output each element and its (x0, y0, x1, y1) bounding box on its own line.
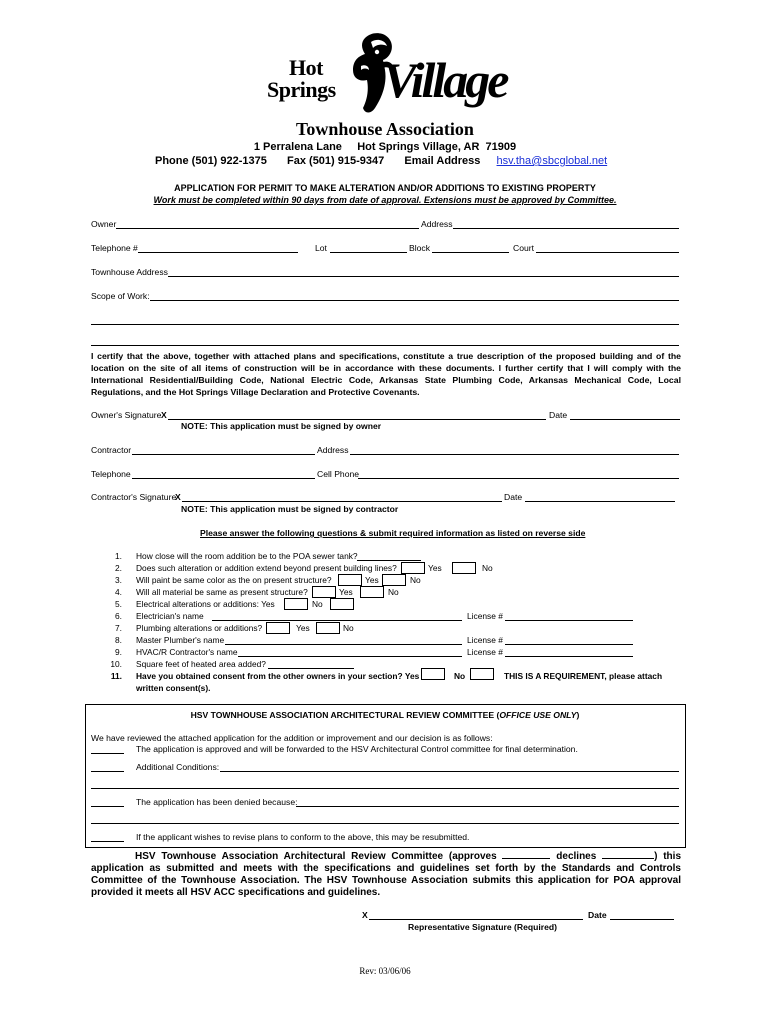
electrician-name-field[interactable] (212, 620, 462, 621)
scope-label: Scope of Work: (91, 291, 150, 301)
approved-check-line[interactable] (91, 753, 124, 754)
question-number: 7. (115, 623, 122, 633)
logo-village: Village (383, 52, 507, 108)
owner-address-label: Address (421, 219, 453, 229)
owner-address-field[interactable] (453, 228, 679, 229)
yes-label: Yes (428, 563, 442, 573)
block-field[interactable] (432, 252, 509, 253)
electrical-no-checkbox[interactable] (330, 598, 354, 610)
certification-text: I certify that the above, together with attached plans and specifications, constitute a true description of the proposed building and of the location on the site of all items of construction will be in accordance with these documents. I further certify that I will comply with the International Residential/Building Code, National Electric Code, Arkansas State Plumbing Code, Arkansas Mechanical Code, Local Regulations, and the Hot Springs Village Declaration and Protective Covenants. (91, 351, 681, 397)
townhouse-address-label: Townhouse Address (91, 267, 168, 277)
building-lines-no-checkbox[interactable] (452, 562, 476, 574)
no-label: No (388, 587, 399, 597)
final-approves-text: HSV Townhouse Association Architectural Review Committee (approves (135, 851, 497, 862)
form-heading: APPLICATION FOR PERMIT TO MAKE ALTERATION AND/OR ADDITIONS TO EXISTING PROPERTY (174, 183, 596, 193)
conditions-field[interactable] (220, 771, 679, 772)
question-text: HVAC/R Contractor's name (136, 647, 238, 657)
header-phone: Phone (501) 922-1375 (155, 155, 267, 167)
logo-hot: Hot (289, 55, 323, 80)
questions-heading: Please answer the following questions & submit required information as listed on reverse side (200, 528, 586, 538)
contractor-address-field[interactable] (350, 454, 679, 455)
denied-label: The application has been denied because: (136, 797, 298, 807)
material-no-checkbox[interactable] (360, 586, 384, 598)
committee-title (0, 710, 770, 721)
question-text: Will paint be same color as the on present structure? (136, 575, 332, 585)
townhouse-address-field[interactable] (168, 276, 679, 277)
rep-signature-x: X (362, 910, 368, 920)
rep-signature-caption: Representative Signature (Required) (408, 922, 557, 932)
court-field[interactable] (536, 252, 679, 253)
scope-field-line-3[interactable] (91, 345, 679, 346)
question-text: Have you obtained consent from the other owners in your section? Yes (136, 671, 420, 681)
contractor-signature-field[interactable] (182, 501, 502, 502)
hsv-logo (265, 28, 505, 120)
plumbing-no-checkbox[interactable] (316, 622, 340, 634)
scope-field-line-2[interactable] (91, 324, 679, 325)
scope-field[interactable] (150, 300, 679, 301)
contractor-date-field[interactable] (525, 501, 675, 502)
written-consent-note: written consent(s). (136, 683, 211, 693)
question-text: Does such alteration or addition extend beyond present building lines? (136, 563, 397, 573)
question-text: Plumbing alterations or additions? (136, 623, 263, 633)
plumber-license-field[interactable] (505, 644, 633, 645)
contractor-field[interactable] (132, 454, 315, 455)
question-text: Electrical alterations or additions: Yes (136, 599, 275, 609)
yes-label: Yes (339, 587, 353, 597)
contractor-signature-x: X (175, 492, 181, 502)
header-contact (155, 155, 607, 168)
contractor-label: Contractor (91, 445, 132, 455)
yes-label: Yes (296, 623, 310, 633)
block-label: Block (409, 243, 431, 253)
contractor-address-label: Address (317, 445, 349, 455)
owner-label: Owner (91, 219, 117, 229)
building-lines-yes-checkbox[interactable] (401, 562, 425, 574)
question-number: 11. (110, 671, 122, 681)
final-statement (91, 850, 681, 899)
license-label: License # (467, 647, 503, 657)
paint-yes-checkbox[interactable] (338, 574, 362, 586)
revise-text: If the applicant wishes to revise plans to conform to the above, this may be resubmitted. (136, 832, 470, 842)
rep-date-label: Date (588, 910, 607, 920)
denied-field-line-2[interactable] (91, 823, 679, 824)
header-email-label: Email Address (404, 155, 481, 167)
plumbing-yes-checkbox[interactable] (266, 622, 290, 634)
requirement-note: THIS IS A REQUIREMENT, please attach (504, 671, 663, 681)
final-declines-text: declines (556, 851, 597, 862)
revise-check-line[interactable] (91, 841, 124, 842)
consent-yes-checkbox[interactable] (421, 668, 445, 680)
revision-date: Rev: 03/06/06 (359, 966, 411, 976)
owner-date-field[interactable] (570, 419, 680, 420)
question-number: 4. (115, 587, 122, 597)
header-address: 1 Perralena Lane Hot Springs Village, AR 71909 (253, 141, 517, 153)
no-label: No (312, 599, 323, 609)
question-text: Will all material be same as present structure? (136, 587, 308, 597)
contractor-signature-label: Contractor's Signature (91, 492, 177, 502)
logo-springs: Springs (267, 77, 336, 102)
rep-signature-field[interactable] (369, 919, 583, 920)
committee-reviewed: We have reviewed the attached application for the addition or improvement and our decision is as follows: (91, 733, 493, 743)
electrician-license-field[interactable] (505, 620, 633, 621)
plumber-name-field[interactable] (225, 644, 462, 645)
hvac-license-field[interactable] (505, 656, 633, 657)
question-text: Master Plumber's name (136, 635, 225, 645)
no-label: No (454, 671, 466, 681)
question-number: 2. (115, 563, 122, 573)
no-label: No (410, 575, 421, 585)
question-text: How close will the room addition be to the POA sewer tank? (136, 551, 358, 561)
question-number: 6. (115, 611, 122, 621)
committee-title-end: ) (576, 710, 580, 720)
license-label: License # (467, 611, 503, 621)
question-number: 8. (115, 635, 122, 645)
contractor-date-label: Date (504, 492, 523, 502)
owner-field[interactable] (116, 228, 419, 229)
conditions-field-line-2[interactable] (91, 788, 679, 789)
conditions-check-line[interactable] (91, 771, 124, 772)
no-label: No (482, 563, 493, 573)
question-number: 3. (115, 575, 122, 585)
contractor-telephone-field[interactable] (132, 478, 315, 479)
owner-signature-label: Owner's Signature (91, 410, 162, 420)
owner-date-label: Date (549, 410, 568, 420)
cell-phone-label: Cell Phone (317, 469, 360, 479)
telephone-field[interactable] (138, 252, 298, 253)
header-fax: Fax (501) 915-9347 (287, 155, 385, 167)
owner-note: NOTE: This application must be signed by owner (181, 421, 382, 431)
form-subheading: Work must be completed within 90 days from date of approval. Extensions must be approved by Committee. (153, 195, 617, 205)
page-title: Townhouse Association (296, 119, 474, 139)
committee-box (85, 704, 686, 848)
question-number: 10. (110, 659, 122, 669)
contractor-note: NOTE: This application must be signed by contractor (181, 504, 399, 514)
question-number: 9. (115, 647, 122, 657)
lot-field[interactable] (330, 252, 407, 253)
office-use-label: OFFICE USE ONLY (499, 710, 577, 720)
hvac-name-field[interactable] (238, 656, 462, 657)
paint-no-checkbox[interactable] (382, 574, 406, 586)
cell-phone-field[interactable] (358, 478, 679, 479)
court-label: Court (513, 243, 535, 253)
owner-signature-x: X (161, 410, 167, 420)
lot-label: Lot (315, 243, 327, 253)
question-number: 5. (115, 599, 122, 609)
rep-date-field[interactable] (610, 919, 674, 920)
telephone-label: Telephone # (91, 243, 138, 253)
material-yes-checkbox[interactable] (312, 586, 336, 598)
email-link[interactable]: hsv.tha@sbcglobal.net (496, 155, 608, 167)
final-statement-rest: application as submitted and meets with the specifications and guidelines set forth by the Standards and Controls Committee of the Townhouse Association. The HSV Townhouse Association submits this application for POA approval provided it meets all HSV ACC specifications and guidelines. (91, 863, 681, 898)
question-text: Square feet of heated area added? (136, 659, 266, 669)
final-this-text: ) this (654, 851, 682, 862)
consent-no-checkbox[interactable] (470, 668, 494, 680)
heated-area-field[interactable] (268, 668, 354, 669)
yes-label: Yes (365, 575, 379, 585)
contractor-telephone-label: Telephone (91, 469, 131, 479)
owner-signature-field[interactable] (168, 419, 546, 420)
committee-title-text: HSV TOWNHOUSE ASSOCIATION ARCHITECTURAL REVIEW COMMITTEE ( (190, 710, 500, 720)
declines-field[interactable] (602, 850, 654, 859)
question-text: Electrician's name (136, 611, 204, 621)
denied-check-line[interactable] (91, 806, 124, 807)
approved-text: The application is approved and will be forwarded to the HSV Architectural Control committee for final determination. (136, 744, 578, 754)
approves-field[interactable] (502, 850, 550, 859)
license-label: License # (467, 635, 503, 645)
question-number: 1. (115, 551, 122, 561)
denied-field[interactable] (296, 806, 679, 807)
electrical-yes-checkbox[interactable] (284, 598, 308, 610)
sewer-distance-field[interactable] (357, 560, 421, 561)
conditions-label: Additional Conditions: (136, 762, 220, 772)
no-label: No (343, 623, 354, 633)
